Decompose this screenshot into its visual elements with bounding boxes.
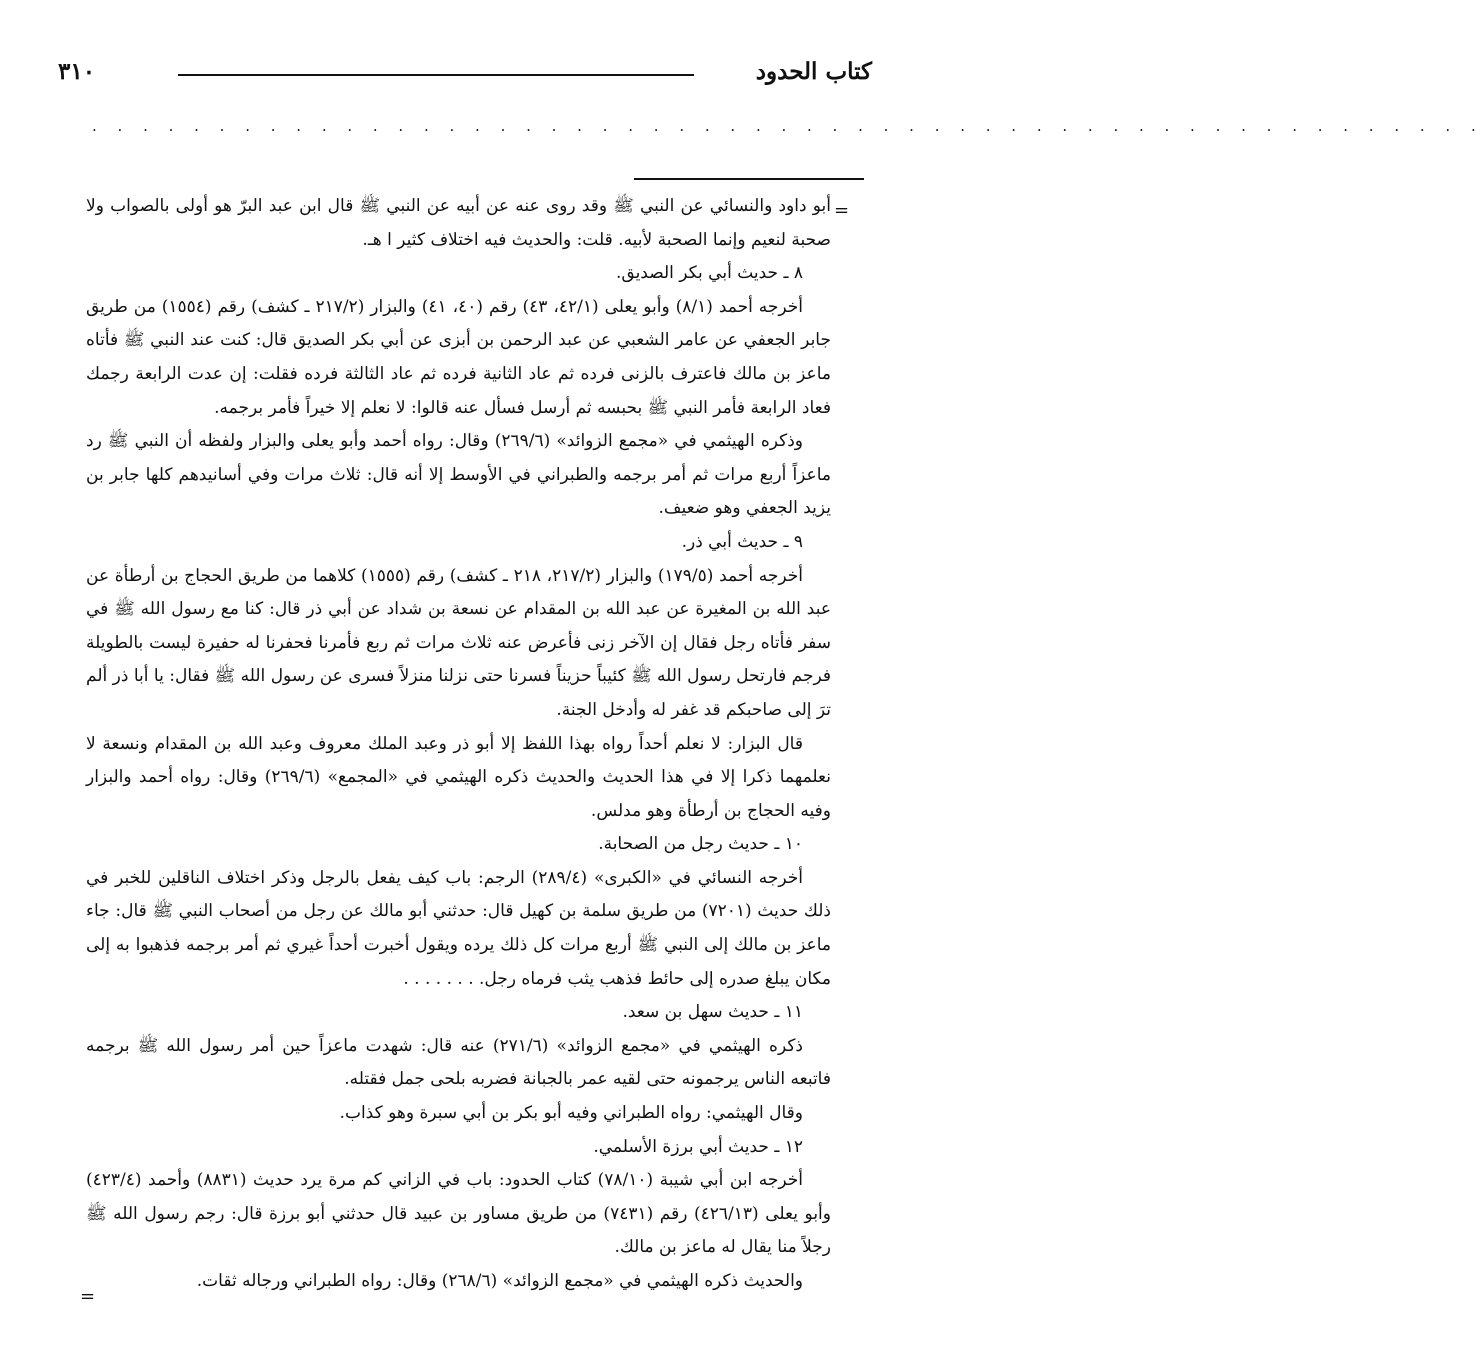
page-number: ٣١٠ (58, 58, 96, 85)
running-title: كتاب الحدود (755, 58, 872, 85)
footnote-rule (634, 178, 864, 180)
footnote-paragraph: وذكره الهيثمي في «مجمع الزوائد» (٢٦٩/٦) وقال: رواه أحمد وأبو يعلى والبزار ولفظه أن النبي ﷺ رد ماعزاً أربع مرات ثم أمر برجمه والطبراني في الأوسط إلا أنه قال: ثلاث مرات وفي أسانيدهم كلها جابر بن يزيد الجعفي وهو ضعيف. (86, 431, 831, 519)
page-header (58, 58, 872, 98)
footnote-paragraph: أخرجه ابن أبي شيبة (٧٨/١٠) كتاب الحدود: باب في الزاني كم مرة يرد حديث (٨٨٣١) وأحمد (٤٢٣/٤) وأبو يعلى (٤٢٦/١٣) رقم (٧٤٣١) من طريق مساور بن عبيد قال حدثني أبو برزة قال: رجم رسول الله ﷺ رجلاً منا يقال له ماعز بن مالك. (86, 1170, 831, 1258)
footnote-paragraph: والحديث ذكره الهيثمي في «مجمع الزوائد» (٢٦٨/٦) وقال: رواه الطبراني ورجاله ثقات. (196, 1271, 803, 1291)
footnote-paragraph: أخرجه أحمد (١٧٩/٥) والبزار (٢١٧/٢، ٢١٨ ـ كشف) رقم (١٥٥٥) كلاهما من طريق الحجاج بن أرطأة عن عبد الله بن المغيرة عن عبد الله بن المقدام عن نسعة بن شداد عن أبي ذر قال: كنا مع رسول الله ﷺ في سفر فأتاه رجل فقال إن الآخر زنى فأعرض عنه ثلاث مرات ثم ربع فأمرنا فحفرنا له حفيرة ليست بالطويلة فرجم فارتحل رسول الله ﷺ كئيباً حزيناً فسرنا حتى نزلنا منزلاً فسرى عن رسول الله ﷺ فقال: يا أبا ذر ألم ترَ إلى صاحبكم قد غفر له وأدخل الجنة. (86, 565, 831, 720)
continuation-mark-top: = (834, 200, 850, 221)
hadith-heading: ١٠ ـ حديث رجل من الصحابة. (598, 834, 803, 855)
footnote-paragraph: ذكره الهيثمي في «مجمع الزوائد» (٢٧١/٦) عنه قال: شهدت ماعزاً حين أمر رسول الله ﷺ برجمه فاتبعه الناس يرجمونه حتى لقيه عمر بالجبانة فضربه بلحى جمل فقتله. (86, 1035, 831, 1090)
footnote-text (86, 190, 831, 1330)
footnote-paragraph: أبو داود والنسائي عن النبي ﷺ وقد روى عنه عن أبيه عن النبي ﷺ قال ابن عبد البرّ هو أولى بالصواب ولا صحبة لنعيم وإنما الصحبة لأبيه. قلت: والحديث فيه اختلاف كثير ا هـ. (86, 196, 831, 250)
dotted-separator: . . . . . . . . . . . . . . . . . . . . . . . . . . . . . . . . . . . . . . . . . . . . . . . . . . . . . . . (92, 117, 1484, 135)
footnote-paragraph: قال البزار: لا نعلم أحداً رواه بهذا اللفظ إلا أبو ذر وعبد الملك معروف وعبد الله بن المقدام ونسعة لا نعلمهما ذكرا إلا في هذا الحديث والحديث ذكره الهيثمي في «المجمع» (٢٦٩/٦) وقال: رواه أحمد والبزار وفيه الحجاج بن أرطأة وهو مدلس. (86, 733, 831, 821)
hadith-heading: ٨ ـ حديث أبي بكر الصديق. (615, 263, 803, 284)
footnote-paragraph: أخرجه النسائي في «الكبرى» (٢٨٩/٤) الرجم: باب كيف يفعل بالرجل وذكر اختلاف الناقلين للخبر في ذلك حديث (٧٢٠١) من طريق سلمة بن كهيل قال: حدثني أبو مالك عن رجل من أصحاب النبي ﷺ قال: جاء ماعز بن مالك إلى النبي ﷺ أربع مرات كل ذلك يرده ويقول أخبرت أحداً غيري ثم أمر برجمه فذهبوا به إلى مكان يبلغ صدره إلى حائط فذهب يثب فرماه رجل. . . . . . . . (86, 867, 831, 989)
hadith-heading: ١١ ـ حديث سهل بن سعد. (622, 1002, 803, 1023)
hadith-heading: ١٢ ـ حديث أبي برزة الأسلمي. (593, 1136, 803, 1157)
footnote-paragraph: أخرجه أحمد (٨/١) وأبو يعلى (٤٢/١، ٤٣) رقم (٤٠، ٤١) والبزار (٢١٧/٢ ـ كشف) رقم (١٥٥٤) من طريق جابر الجعفي عن عامر الشعبي عن عبد الرحمن بن أبزى عن أبي بكر الصديق قال: كنت عند النبي ﷺ فأتاه ماعز بن مالك فاعترف بالزنى فرده ثم عاد الثانية فرده ثم عاد الثالثة فرده فقلت: إن عدت الرابعة رجمك فعاد الرابعة فأمر النبي ﷺ بحبسه ثم أرسل فسأل عنه قالوا: لا نعلم إلا خيراً فأمر برجمه. (86, 296, 831, 418)
header-rule (178, 74, 694, 76)
continuation-mark-bottom: = (80, 1286, 96, 1307)
footnote-paragraph: وقال الهيثمي: رواه الطبراني وفيه أبو بكر بن أبي سبرة وهو كذاب. (339, 1103, 803, 1124)
hadith-heading: ٩ ـ حديث أبي ذر. (681, 531, 803, 552)
